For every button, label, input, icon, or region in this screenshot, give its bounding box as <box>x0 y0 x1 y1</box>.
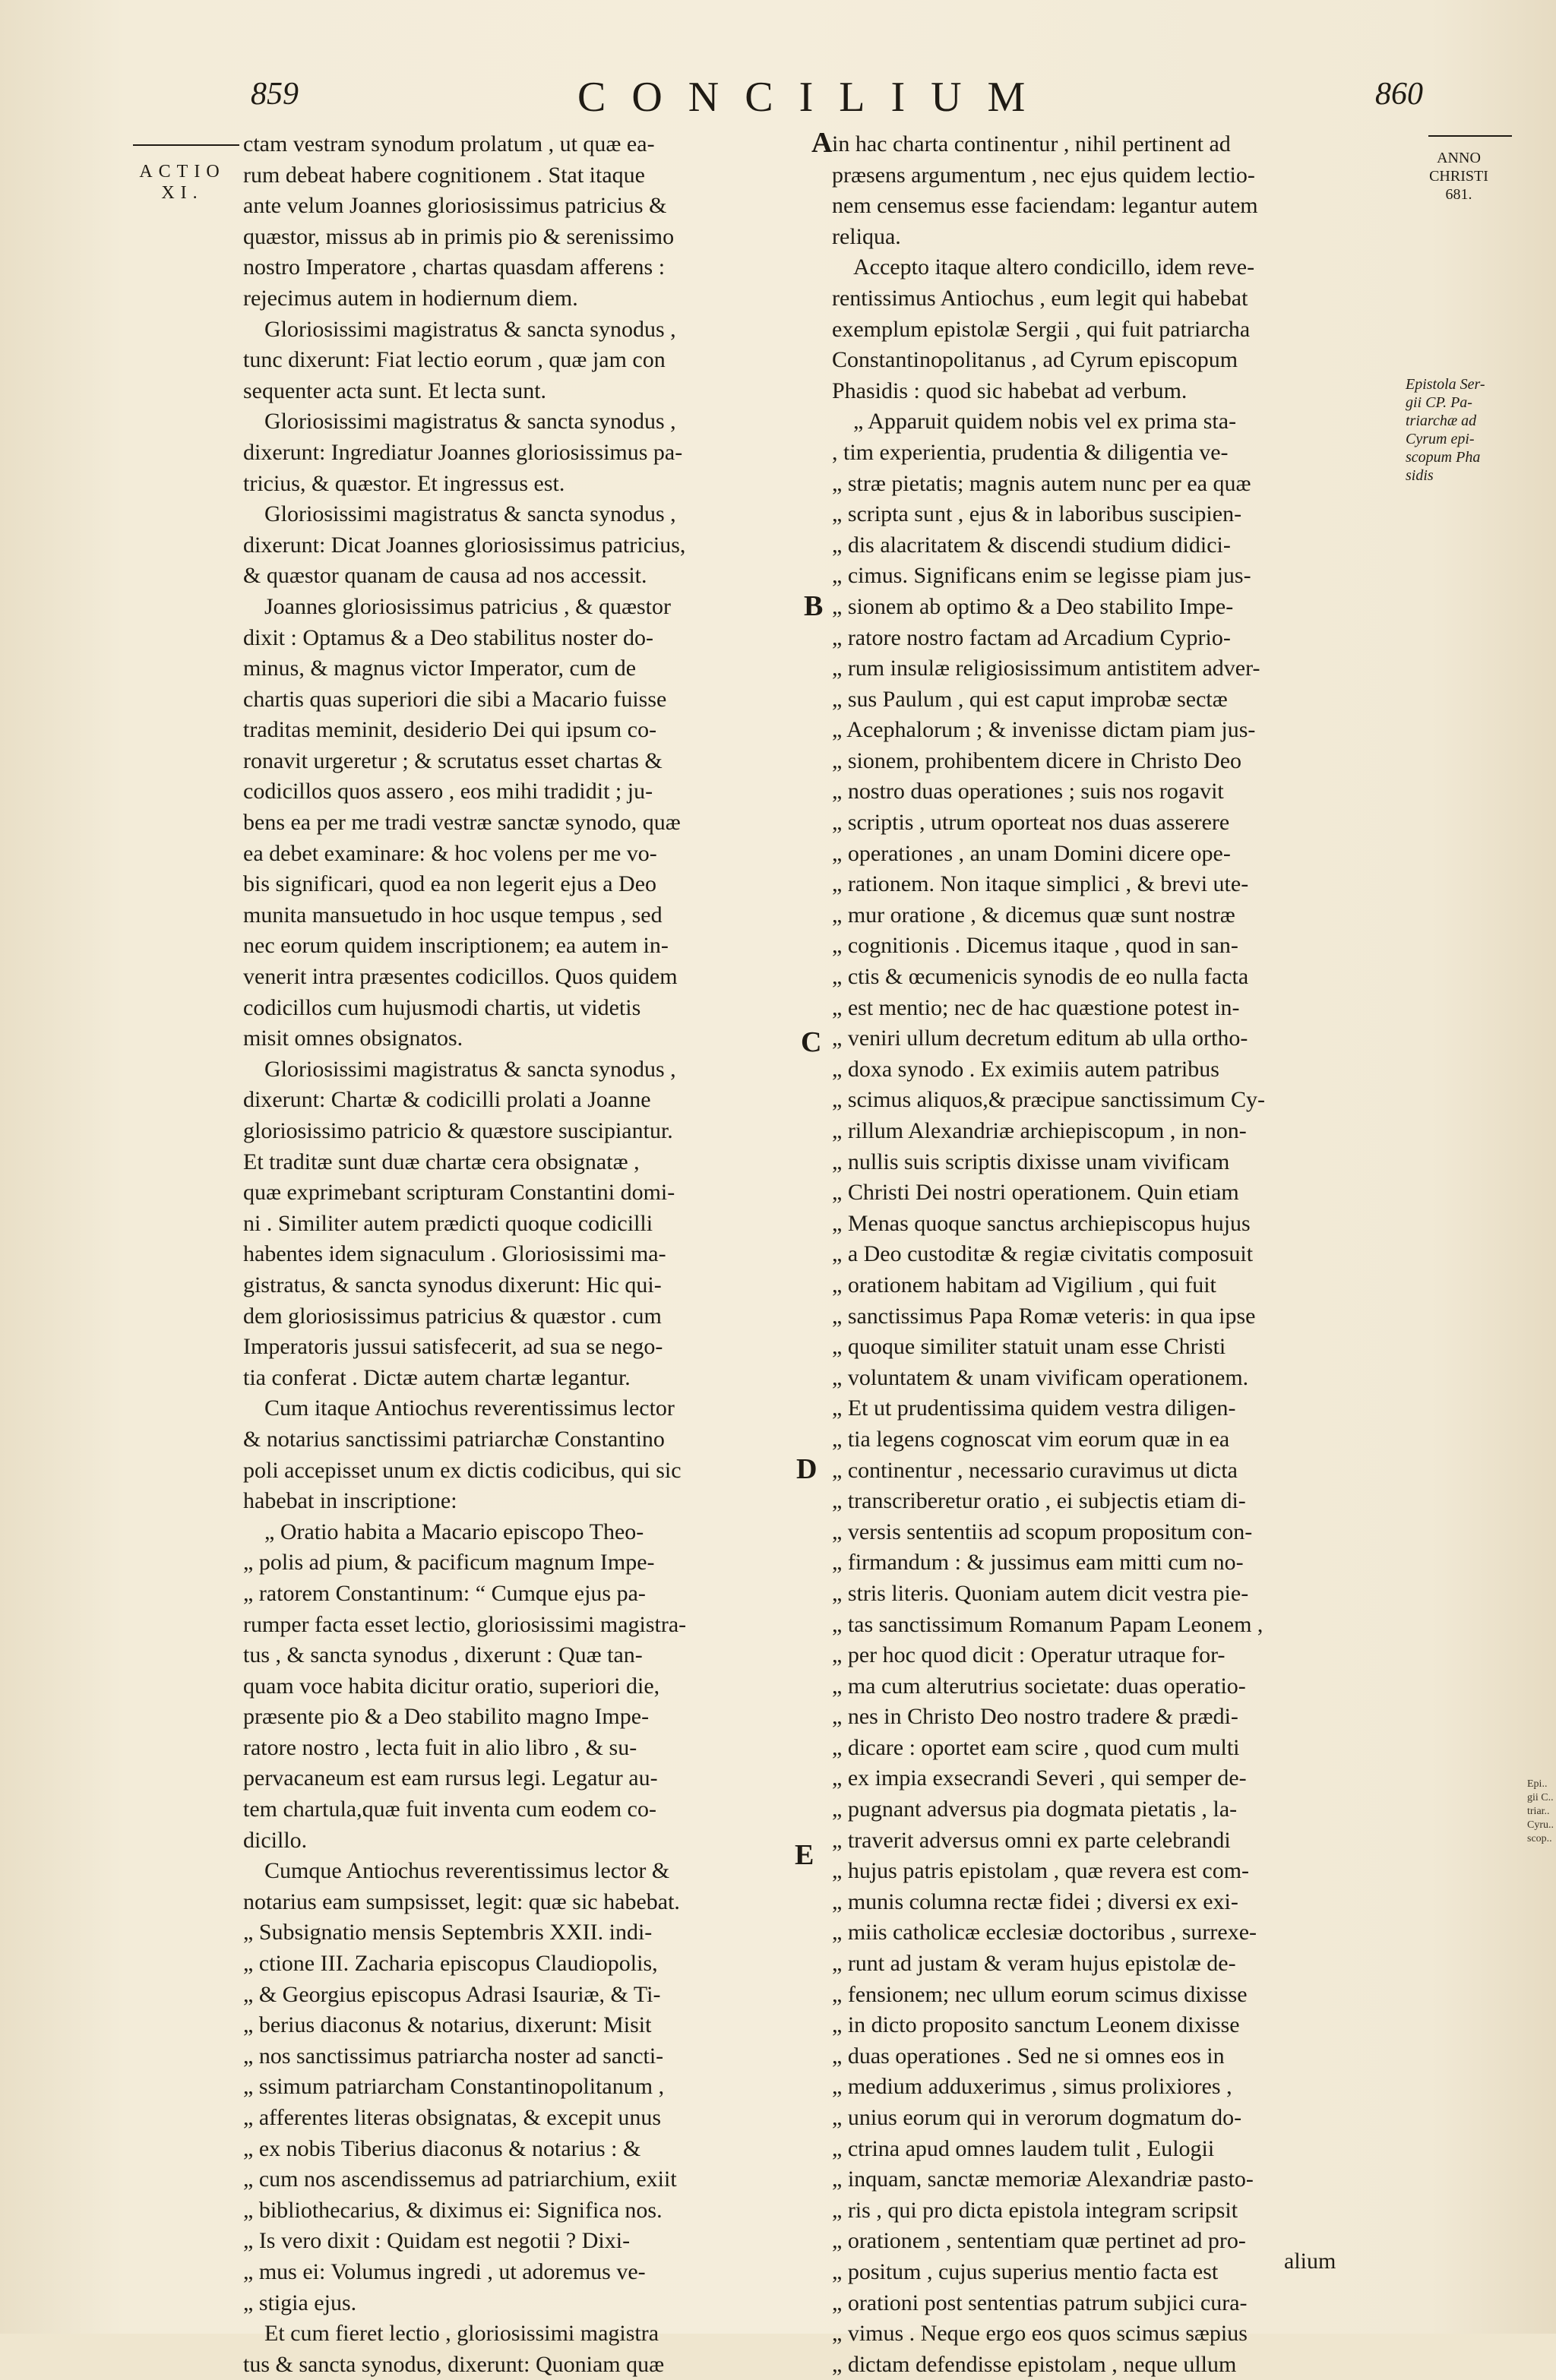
text-line: „ stigia ejus. <box>243 2290 357 2315</box>
text-line: quæstor, missus ab in primis pio & serenissimo <box>243 223 675 249</box>
text-line: Phasidis : quod sic habebat ad verbum. <box>832 378 1188 403</box>
text-line: exemplum epistolæ Sergii , qui fuit patriarcha <box>832 316 1251 342</box>
text-line: bens ea per me tradi vestræ sanctæ synodo, quæ <box>243 810 681 836</box>
margin-actio-label: ACTIO <box>139 162 226 182</box>
text-line: „ bibliothecarius, & diximus ei: Significa nos. <box>243 2197 663 2223</box>
text-line: tus , & sancta synodus , dixerunt : Quæ tan- <box>243 1642 643 1668</box>
section-letter-b: B <box>804 590 824 622</box>
text-line: chartis quas superiori die sibi a Macario fuisse <box>243 686 667 712</box>
text-line: „ Menas quoque sanctus archiepiscopus hujus <box>832 1210 1251 1236</box>
text-line: tricius, & quæstor. Et ingressus est. <box>243 470 565 496</box>
text-line: ea debet examinare: & hoc volens per me vo- <box>243 840 657 866</box>
text-line: reliqua. <box>832 223 901 249</box>
text-line: pervacaneum est eam rursus legi. Legatur au- <box>243 1765 658 1791</box>
text-line: „ a Deo custoditæ & regiæ civitatis composuit <box>832 1241 1254 1267</box>
text-line: dixerunt: Ingrediatur Joannes gloriosissimus pa- <box>243 439 683 465</box>
text-line: „ nostro duas operationes ; suis nos rogavit <box>832 779 1224 804</box>
text-line: „ unius eorum qui in verorum dogmatum do- <box>832 2105 1242 2130</box>
text-line: „ ctione III. Zacharia episcopus Claudiopolis, <box>243 1951 658 1977</box>
text-line: præsens argumentum , nec ejus quidem lectio- <box>832 162 1255 188</box>
adjacent-page-fragment: Epi.. gii C.. triar.. Cyru.. scop.. <box>1527 1778 1554 1844</box>
text-line: „ orationi post sententias patrum subjici cura- <box>832 2290 1248 2315</box>
margin-anno: ANNO <box>1437 150 1481 166</box>
text-line: „ voluntatem & unam vivificam operationem. <box>832 1364 1249 1390</box>
text-line: „ transcriberetur oratio , ei subjectis etiam di- <box>832 1488 1246 1514</box>
text-line: & notarius sanctissimi patriarchæ Constantino <box>243 1426 665 1452</box>
page-header <box>0 67 1556 128</box>
text-line: „ ma cum alterutrius societate: duas operatio- <box>832 1673 1246 1699</box>
text-line: „ per hoc quod dicit : Operatur utraque for- <box>832 1642 1226 1668</box>
text-line: ni . Similiter autem prædicti quoque codicilli <box>243 1210 653 1236</box>
text-line: rentissimus Antiochus , eum legit qui habebat <box>832 285 1248 311</box>
text-line: codicillos cum hujusmodi chartis, ut videtis <box>243 994 641 1020</box>
text-line: „ est mentio; nec de hac quæstione potest in- <box>832 994 1240 1020</box>
text-line: sequenter acta sunt. Et lecta sunt. <box>243 378 547 403</box>
text-line: „ ctrina apud omnes laudem tulit , Eulogii <box>832 2135 1215 2161</box>
text-line: „ hujus patris epistolam , quæ revera est com- <box>832 1858 1250 1884</box>
text-line: gistratus, & sancta synodus dixerunt: Hic qui- <box>243 1272 662 1297</box>
text-line: „ traverit adversus omni ex parte celebrandi <box>832 1827 1231 1853</box>
text-line: notarius eam sumpsisset, legit: quæ sic habebat. <box>243 1889 680 1914</box>
left-margin-rule <box>133 144 239 146</box>
text-line: misit omnes obsignatos. <box>243 1026 463 1051</box>
text-line: ratore nostro , lecta fuit in alio libro , & su- <box>243 1734 637 1760</box>
text-line: „ afferentes literas obsignatas, & excepit unus <box>243 2105 662 2130</box>
text-line: „ Subsignatio mensis Septembris XXII. indi- <box>243 1920 653 1945</box>
text-line: dem gloriosissimus patricius & quæstor . cum <box>243 1303 662 1329</box>
text-line: dixerunt: Dicat Joannes gloriosissimus patricius, <box>243 532 686 558</box>
margin-year: 681. <box>1445 186 1472 203</box>
text-line: rumper facta esset lectio, gloriosissimi magistra- <box>243 1611 687 1637</box>
text-line: tem chartula,quæ fuit inventa cum eodem co- <box>243 1797 656 1822</box>
text-line: dixit : Optamus & a Deo stabilitus noster do- <box>243 624 653 650</box>
text-line: „ nos sanctissimus patriarcha noster ad sancti- <box>243 2043 664 2069</box>
text-line: Gloriosissimi magistratus & sancta synodus , <box>264 409 676 435</box>
text-line: tunc dixerunt: Fiat lectio eorum , quæ jam con <box>243 347 666 373</box>
running-title: CONCILIUM <box>577 74 1052 121</box>
text-line: „ scimus aliquos,& præcipue sanctissimum Cy- <box>832 1087 1265 1113</box>
text-line: tia conferat . Dictæ autem chartæ legantur. <box>243 1364 631 1390</box>
margin-note-line: scopum Pha <box>1406 449 1481 466</box>
margin-note-line: Epistola Ser- <box>1406 376 1485 393</box>
section-letter-c: C <box>801 1026 822 1058</box>
text-line: „ Oratio habita a Macario episcopo Theo- <box>264 1519 644 1544</box>
right-column <box>832 129 1394 2380</box>
margin-anno-christi <box>1413 149 1504 204</box>
text-line: „ inquam, sanctæ memoriæ Alexandriæ pasto- <box>832 2167 1254 2192</box>
text-line: „ sanctissimus Papa Romæ veteris: in qua ipse <box>832 1303 1256 1329</box>
text-line: „ tas sanctissimum Romanum Papam Leonem , <box>832 1611 1263 1637</box>
text-line: Gloriosissimi magistratus & sancta synodus , <box>264 316 676 342</box>
text-line: Accepto itaque altero condicillo, idem reve- <box>853 254 1255 280</box>
text-line: „ positum , cujus superius mentio facta est <box>832 2258 1219 2284</box>
left-column <box>243 129 805 2380</box>
text-line: tus & sancta synodus, dixerunt: Quoniam quæ <box>243 2351 665 2377</box>
text-line: „ doxa synodo . Ex eximiis autem patribus <box>832 1056 1219 1082</box>
text-line: Cumque Antiochus reverentissimus lector & <box>264 1858 670 1884</box>
text-line: „ runt ad justam & veram hujus epistolæ de- <box>832 1951 1236 1977</box>
text-line: „ ex nobis Tiberius diaconus & notarius : & <box>243 2135 641 2161</box>
text-line: „ cimus. Significans enim se legisse piam jus- <box>832 563 1251 589</box>
text-line: „ miis catholicæ ecclesiæ doctoribus , surrexe- <box>832 1920 1257 1945</box>
text-line: „ ratore nostro factam ad Arcadium Cyprio- <box>832 624 1231 650</box>
text-line: habebat in inscriptione: <box>243 1488 457 1514</box>
text-line: Joannes gloriosissimus patricius , & quæstor <box>264 593 671 619</box>
text-line: „ operationes , an unam Domini dicere ope- <box>832 840 1231 866</box>
text-line: rejecimus autem in hodiernum diem. <box>243 285 578 311</box>
text-line: „ rillum Alexandriæ archiepiscopum , in non- <box>832 1118 1247 1143</box>
text-line: ante velum Joannes gloriosissimus patricius & <box>243 193 667 219</box>
text-line: „ Acephalorum ; & invenisse dictam piam jus- <box>832 717 1256 743</box>
text-line: „ firmandum : & jussimus eam mitti cum no- <box>832 1550 1244 1576</box>
text-line: „ dicare : oportet eam scire , quod cum multi <box>832 1734 1240 1760</box>
text-line: Imperatoris jussui satisfecerit, ad sua se nego- <box>243 1334 663 1360</box>
text-line: nec eorum quidem inscriptionem; ea autem in- <box>243 933 669 959</box>
text-line: „ scripta sunt , ejus & in laboribus suscipien- <box>832 501 1242 527</box>
text-line: „ nullis suis scriptis dixisse unam vivificam <box>832 1149 1230 1174</box>
text-line: minus, & magnus victor Imperator, cum de <box>243 656 637 681</box>
text-line: ronavit urgeretur ; & scrutatus esset chartas & <box>243 748 663 773</box>
text-line: „ Et ut prudentissima quidem vestra diligen- <box>832 1395 1236 1421</box>
text-line: Gloriosissimi magistratus & sancta synodus , <box>264 1056 676 1082</box>
text-line: venerit intra præsentes codicillos. Quos quidem <box>243 964 678 990</box>
text-line: „ Christi Dei nostri operationem. Quin etiam <box>832 1180 1239 1206</box>
right-margin-rule <box>1428 135 1512 137</box>
text-line: „ pugnant adversus pia dogmata pietatis , la- <box>832 1797 1238 1822</box>
text-line: habentes idem signaculum . Gloriosissimi ma- <box>243 1241 666 1267</box>
text-line: „ ex impia exsecrandi Severi , qui semper de- <box>832 1765 1247 1791</box>
page-number-left: 859 <box>251 77 299 112</box>
text-line: „ veniri ullum decretum editum ab ulla ortho- <box>832 1026 1248 1051</box>
margin-note-line: triarchæ ad <box>1406 412 1477 429</box>
text-line: „ fensionem; nec ullum eorum scimus dixisse <box>832 1981 1248 2007</box>
text-line: „ nes in Christo Deo nostro tradere & prædi- <box>832 1704 1238 1730</box>
text-line: „ dictam defendisse epistolam , neque ullum <box>832 2351 1237 2377</box>
text-line: „ rum insulæ religiosissimum antistitem adver- <box>832 656 1260 681</box>
margin-note-line: Cyrum epi- <box>1406 431 1475 447</box>
section-letter-e: E <box>795 1839 814 1871</box>
text-line: „ medium adduxerimus , simus prolixiores , <box>832 2074 1232 2100</box>
text-line: præsente pio & a Deo stabilito magno Impe- <box>243 1704 650 1730</box>
text-line: nostro Imperatore , chartas quasdam afferens : <box>243 254 666 280</box>
text-line: „ cum nos ascendissemus ad patriarchium, exiit <box>243 2167 677 2192</box>
text-line: „ polis ad pium, & pacificum magnum Impe- <box>243 1550 655 1576</box>
text-line: „ tia legens cognoscat vim eorum quæ in ea <box>832 1426 1230 1452</box>
margin-note-epistola <box>1406 375 1520 485</box>
text-line: „ stris literis. Quoniam autem dicit vestra pie- <box>832 1580 1249 1606</box>
margin-christi: CHRISTI <box>1429 168 1488 185</box>
text-line: nem censemus esse faciendam: legantur autem <box>832 193 1258 219</box>
text-line: „ Apparuit quidem nobis vel ex prima sta- <box>853 409 1237 435</box>
text-line: ctam vestram synodum prolatum , ut quæ ea- <box>243 131 655 156</box>
text-line: „ ris , qui pro dicta epistola integram scripsit <box>832 2197 1238 2223</box>
section-letter-a: A <box>811 127 833 159</box>
text-line: „ orationem , sententiam quæ pertinet ad pro- <box>832 2228 1246 2254</box>
text-line: „ sionem ab optimo & a Deo stabilito Impe- <box>832 593 1234 619</box>
text-line: „ cognitionis . Dicemus itaque , quod in san- <box>832 933 1238 959</box>
text-line: Constantinopolitanus , ad Cyrum episcopum <box>832 347 1238 373</box>
text-line: „ dis alacritatem & discendi studium didici- <box>832 532 1231 558</box>
text-line: „ ssimum patriarcham Constantinopolitanum , <box>243 2074 665 2100</box>
text-line: bis significari, quod ea non legerit ejus a Deo <box>243 871 657 897</box>
page-number-right: 860 <box>1375 77 1423 112</box>
text-line: in hac charta continentur , nihil pertinent ad <box>832 131 1231 156</box>
margin-actio-number: XI. <box>161 183 204 203</box>
text-line: „ quoque similiter statuit unam esse Christi <box>832 1334 1226 1360</box>
text-line: , tim experientia, prudentia & diligentia ve- <box>832 439 1229 465</box>
text-line: Et traditæ sunt duæ chartæ cera obsignatæ , <box>243 1149 640 1174</box>
text-line: gloriosissimo patricio & quæstore suscipiantur. <box>243 1118 673 1143</box>
text-line: „ & Georgius episcopus Adrasi Isauriæ, & Ti- <box>243 1981 661 2007</box>
text-line: Gloriosissimi magistratus & sancta synodus , <box>264 501 676 527</box>
text-line: munita mansuetudo in hoc usque tempus , sed <box>243 902 663 928</box>
text-line: Et cum fieret lectio , gloriosissimi magistra <box>264 2321 659 2347</box>
text-line: „ ratorem Constantinum: “ Cumque ejus pa- <box>243 1580 646 1606</box>
text-line: „ berius diaconus & notarius, dixerunt: Misit <box>243 2012 652 2038</box>
text-line: & quæstor quanam de causa ad nos accessit. <box>243 563 647 589</box>
text-line: Cum itaque Antiochus reverentissimus lector <box>264 1395 675 1421</box>
text-line: „ Is vero dixit : Quidam est negotii ? Dixi- <box>243 2228 631 2254</box>
text-line: „ ctis & œcumenicis synodis de eo nulla facta <box>832 964 1249 990</box>
text-line: „ sus Paulum , qui est caput improbæ sectæ <box>832 686 1228 712</box>
text-line: dicillo. <box>243 1827 308 1853</box>
margin-note-line: sidis <box>1406 467 1434 484</box>
text-line: „ munis columna rectæ fidei ; diversi ex exi- <box>832 1889 1238 1914</box>
text-line: „ orationem habitam ad Vigilium , qui fuit <box>832 1272 1216 1297</box>
text-line: „ continentur , necessario curavimus ut dicta <box>832 1457 1238 1483</box>
text-line: „ vimus . Neque ergo eos quos scimus sæpius <box>832 2321 1248 2347</box>
text-line: „ mur oratione , & dicemus quæ sunt nostræ <box>832 902 1235 928</box>
text-line: „ mus ei: Volumus ingredi , ut adoremus ve- <box>243 2258 646 2284</box>
catchword: alium <box>1284 2249 1336 2274</box>
text-line: „ stræ pietatis; magnis autem nunc per ea quæ <box>832 470 1251 496</box>
text-line: quam voce habita dicitur oratio, superiori die, <box>243 1673 660 1699</box>
text-line: „ scriptis , utrum oporteat nos duas asserere <box>832 810 1230 836</box>
margin-note-line: gii CP. Pa- <box>1406 394 1472 411</box>
text-line: traditas meminit, desiderio Dei qui ipsum co- <box>243 717 657 743</box>
section-letter-d: D <box>796 1453 818 1485</box>
text-line: poli accepisset unum ex dictis codicibus, qui sic <box>243 1457 682 1483</box>
text-line: quæ exprimebant scripturam Constantini domi- <box>243 1180 675 1206</box>
text-line: „ versis sententiis ad scopum propositum con- <box>832 1519 1253 1544</box>
text-line: rum debeat habere cognitionem . Stat itaque <box>243 162 645 188</box>
text-line: „ sionem, prohibentem dicere in Christo Deo <box>832 748 1242 773</box>
text-line: „ duas operationes . Sed ne si omnes eos in <box>832 2043 1225 2069</box>
text-line: dixerunt: Chartæ & codicilli prolati a Joanne <box>243 1087 651 1113</box>
text-line: „ in dicto proposito sanctum Leonem dixisse <box>832 2012 1240 2038</box>
margin-actio <box>122 161 243 204</box>
text-line: codicillos quos assero , eos mihi tradidit ; ju- <box>243 779 653 804</box>
text-line: „ rationem. Non itaque simplici , & brevi ute- <box>832 871 1249 897</box>
